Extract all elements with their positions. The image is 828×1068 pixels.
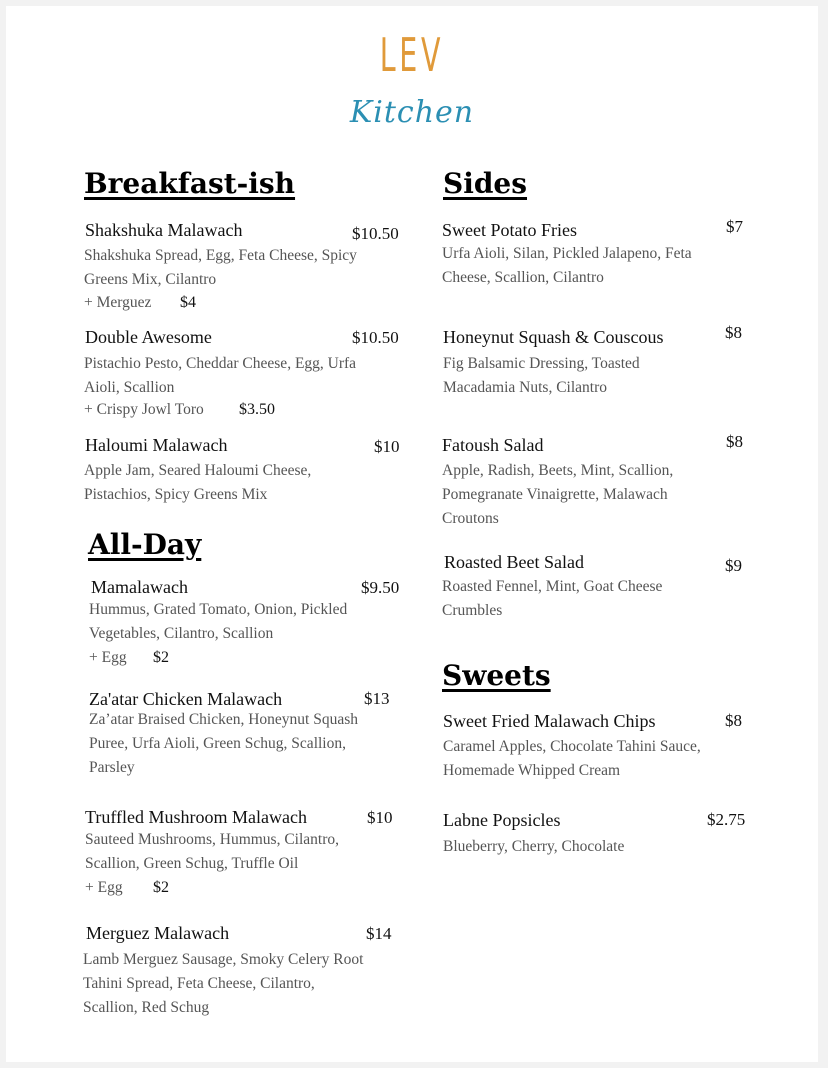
menu-item-name: Double Awesome	[85, 327, 212, 347]
menu-item-description: Urfa Aioli, Silan, Pickled Jalapeno, Feta Cheese, Scallion, Cilantro	[442, 245, 692, 286]
menu-item-description: Lamb Merguez Sausage, Smoky Celery Root Tahini Spread, Feta Cheese, Cilantro, Scallion, Red Schug	[83, 951, 364, 1016]
menu-item-description: Hummus, Grated Tomato, Onion, Pickled Vegetables, Cilantro, Scallion	[89, 601, 348, 642]
menu-item-description: Fig Balsamic Dressing, Toasted Macadamia Nuts, Cilantro	[443, 355, 640, 396]
menu-item-name: Labne Popsicles	[443, 810, 561, 830]
menu-item-name: Fatoush Salad	[442, 435, 544, 455]
menu-item-addon: + Crispy Jowl Toro	[84, 401, 204, 418]
menu-item-description: Shakshuka Spread, Egg, Feta Cheese, Spicy Greens Mix, Cilantro	[84, 247, 357, 288]
menu-item-description: Blueberry, Cherry, Chocolate	[443, 838, 625, 855]
menu-item-addon: + Merguez	[84, 294, 152, 311]
menu-item-price: $8	[725, 323, 742, 342]
menu-page	[6, 6, 818, 1062]
menu-item-name: Mamalawach	[91, 577, 188, 597]
menu-item-description: Roasted Fennel, Mint, Goat Cheese Crumbles	[442, 578, 663, 619]
menu-item-price: $14	[366, 924, 392, 943]
menu-item-name: Haloumi Malawach	[85, 435, 228, 455]
sides-heading: Sides	[443, 167, 528, 200]
menu-item-addon: + Egg	[85, 879, 123, 896]
menu-item-name: Shakshuka Malawach	[85, 220, 243, 240]
menu-item-price: $10	[374, 437, 400, 456]
sweets-heading: Sweets	[442, 659, 551, 692]
menu-item-price: $10	[367, 808, 393, 827]
menu-item-addon-price: $4	[180, 294, 196, 311]
menu-item-addon-price: $2	[153, 879, 169, 896]
menu-item-addon: + Egg	[89, 649, 127, 666]
menu-item-price: $9.50	[361, 578, 400, 597]
menu-item-name: Honeynut Squash & Couscous	[443, 327, 664, 347]
menu-item-description: Apple Jam, Seared Haloumi Cheese, Pistachios, Spicy Greens Mix	[84, 462, 312, 503]
menu-item-price: $9	[725, 556, 742, 575]
menu-item-name: Sweet Potato Fries	[442, 220, 577, 240]
menu-item-name: Roasted Beet Salad	[444, 552, 584, 572]
menu-item-name: Merguez Malawach	[86, 923, 230, 943]
menu-item-price: $13	[364, 689, 390, 708]
allday-heading: All-Day	[88, 528, 202, 561]
menu-item-name: Truffled Mushroom Malawach	[85, 807, 307, 827]
menu-item-description: Za’atar Braised Chicken, Honeynut Squash Puree, Urfa Aioli, Green Schug, Scallion, Parsley	[89, 711, 359, 776]
brand-name: LEV	[379, 28, 445, 82]
menu-item-price: $2.75	[707, 810, 746, 829]
menu-item-name: Za'atar Chicken Malawach	[89, 689, 283, 709]
menu-item-price: $8	[726, 432, 743, 451]
menu-item-description: Sauteed Mushrooms, Hummus, Cilantro, Scallion, Green Schug, Truffle Oil	[85, 831, 340, 872]
menu-item-description: Apple, Radish, Beets, Mint, Scallion, Pomegranate Vinaigrette, Malawach Croutons	[442, 462, 674, 527]
menu-item-price: $8	[725, 711, 742, 730]
menu-item-price: $10.50	[352, 328, 399, 347]
menu-item-addon-price: $3.50	[239, 401, 275, 418]
menu-item-description: Pistachio Pesto, Cheddar Cheese, Egg, Urfa Aioli, Scallion	[84, 355, 357, 396]
menu-item-price: $10.50	[352, 224, 399, 243]
menu-item-price: $7	[726, 217, 743, 236]
breakfast-heading: Breakfast-ish	[84, 167, 296, 200]
menu-item-addon-price: $2	[153, 649, 169, 666]
menu-item-name: Sweet Fried Malawach Chips	[443, 711, 656, 731]
menu-item-description: Caramel Apples, Chocolate Tahini Sauce, Homemade Whipped Cream	[443, 738, 701, 779]
brand-subtitle: Kitchen	[349, 95, 475, 130]
